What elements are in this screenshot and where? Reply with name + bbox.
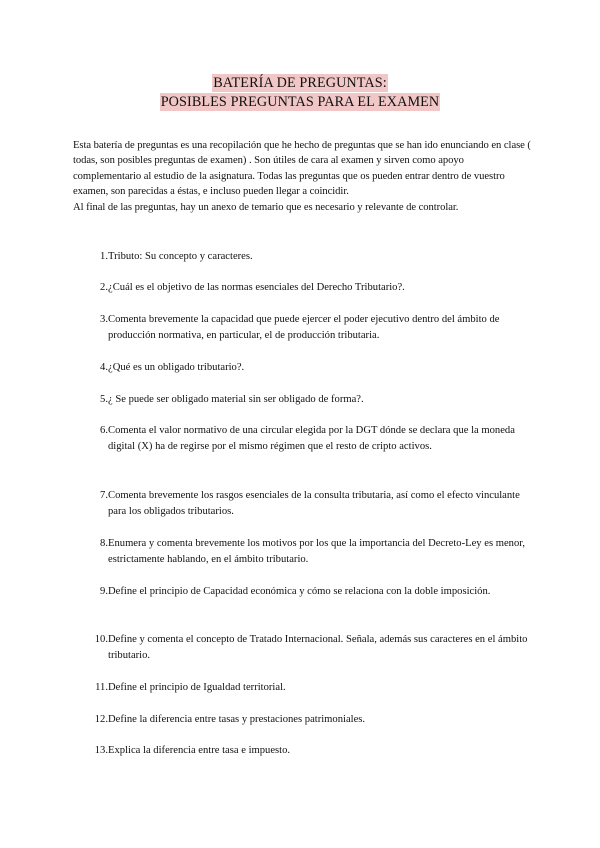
question-number: 9.	[100, 586, 108, 597]
question-text: Define el principio de Igualdad territorial.	[108, 682, 286, 693]
question-text: Explica la diferencia entre tasa e impuesto.	[108, 745, 291, 756]
question-text: ¿ Se puede ser obligado material sin ser obligado de forma?.	[108, 394, 364, 405]
question-number: 7.	[100, 490, 108, 501]
intro-note: Al final de las preguntas, hay un anexo de temario que es necesario y relevante de controlar.	[73, 201, 459, 213]
question-text: Comenta brevemente la capacidad que puede ejercer el poder ejecutivo dentro del ámbito de producción normativa, en particular, el de producción tributaria.	[108, 314, 500, 341]
intro-paragraph: Esta batería de preguntas es una recopilación que he hecho de preguntas que se han ido enunciando en clase ( todas, son posibles preguntas de examen) . Son útiles de cara al examen y sirven como apoyo complementario al estudio de la asignatura. Todas las preguntas que os pueden entrar dentro de vuestro examen, son parecidas a éstas, e incluso pueden llegar a coincidir.	[73, 140, 531, 198]
question-number: 3.	[100, 314, 108, 325]
title-line-1: BATERÍA DE PREGUNTAS:	[213, 75, 387, 91]
question-text: Comenta brevemente los rasgos esenciales de la consulta tributaria, así como el efecto vinculante para los obligados tributarios.	[108, 490, 520, 517]
question-text: Enumera y comenta brevemente los motivos por los que la importancia del Decreto-Ley es menor, estrictamente hablando, en el ámbito tributario.	[108, 538, 526, 565]
question-text: ¿Qué es un obligado tributario?.	[108, 362, 245, 373]
question-number: 8.	[100, 538, 108, 549]
question-number: 1.	[100, 251, 108, 262]
question-number: 13.	[94, 745, 108, 756]
question-number: 2.	[100, 282, 108, 293]
question-number: 12.	[94, 714, 108, 725]
intro-section	[73, 138, 533, 215]
question-text: Tributo: Su concepto y caracteres.	[108, 251, 253, 262]
question-text: Define y comenta el concepto de Tratado Internacional. Señala, además sus caracteres en el ámbito tributario.	[108, 634, 528, 661]
title-line-2: POSIBLES PREGUNTAS PARA EL EXAMEN	[160, 94, 440, 110]
question-text: Comenta el valor normativo de una circular elegida por la DGT dónde se declara que la moneda digital (X) ha de regirse por el mismo régimen que el resto de cripto activos.	[108, 425, 515, 452]
question-number: 10.	[94, 634, 108, 645]
question-text: Define la diferencia entre tasas y prestaciones patrimoniales.	[108, 714, 366, 725]
document-title	[0, 74, 600, 112]
question-number: 5.	[100, 394, 108, 405]
question-number: 4.	[100, 362, 108, 373]
question-number: 11.	[95, 682, 108, 693]
question-number: 6.	[100, 425, 108, 436]
question-text: Define el principio de Capacidad económica y cómo se relaciona con la doble imposición.	[108, 586, 491, 597]
question-text: ¿Cuál es el objetivo de las normas esenciales del Derecho Tributario?.	[108, 282, 405, 293]
